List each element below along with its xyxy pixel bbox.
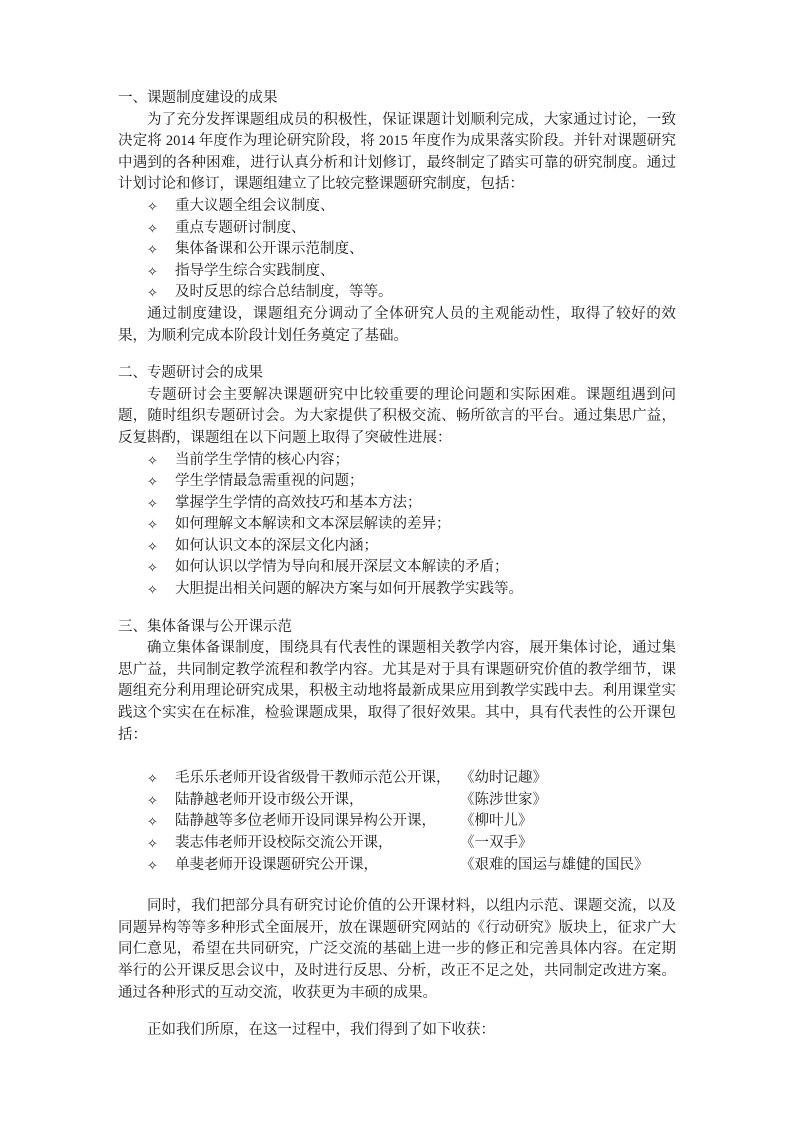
list-item <box>118 579 676 601</box>
list-item <box>118 557 676 579</box>
bullet-text: 集体备课和公开课示范制度、 <box>175 241 364 258</box>
bullet-text: 学生学情最急需重视的问题； <box>175 473 364 490</box>
bullet-text: 如何理解文本解读和文本深层解读的差异； <box>175 516 451 533</box>
diamond-bullet-icon: ✧ <box>147 582 158 598</box>
course-text: 毛乐乐老师开设省级骨干教师示范公开课， <box>175 770 451 787</box>
list-item <box>118 493 676 515</box>
list-item <box>118 514 676 536</box>
diamond-bullet-icon: ✧ <box>147 495 158 511</box>
list-item <box>118 536 676 558</box>
list-item <box>118 811 676 833</box>
list-item <box>118 261 676 283</box>
bullet-text: 当前学生学情的核心内容； <box>175 451 349 468</box>
list-item <box>118 450 676 472</box>
course-text: 裴志伟老师开设校际交流公开课， <box>175 835 393 851</box>
section-seminar-results <box>118 363 676 601</box>
list-item <box>118 196 676 218</box>
course-text: 陆静越等多位老师开设同课异构公开课， <box>175 813 436 830</box>
course-book-title: 《陈涉世家》 <box>460 791 547 808</box>
section-heading: 一、课题制度建设的成果 <box>118 90 278 106</box>
bullet-text: 大胆提出相关问题的解决方案与如何开展教学实践等。 <box>175 581 523 598</box>
paragraph: 通过制度建设，课题组充分调动了全体研究人员的主观能动性，取得了较好的效果，为顺利完成本阶段计划任务奠定了基础。 <box>118 305 676 344</box>
diamond-bullet-icon: ✧ <box>147 517 158 533</box>
section-topic-system <box>118 88 676 347</box>
list-item <box>118 239 676 261</box>
course-text: 陆静越老师开设市级公开课， <box>175 791 364 808</box>
diamond-bullet-icon: ✧ <box>147 857 158 873</box>
list-item <box>118 218 676 240</box>
bullet-text: 及时反思的综合总结制度，等等。 <box>175 284 393 301</box>
section-open-class-demo <box>118 617 676 1042</box>
list-item <box>118 833 676 855</box>
bullet-text: 如何认识以学情为导向和展开深层文本解读的矛盾； <box>175 559 509 576</box>
diamond-bullet-icon: ✧ <box>147 242 158 258</box>
diamond-bullet-icon: ✧ <box>147 836 158 851</box>
bullet-text: 指导学生综合实践制度、 <box>175 262 335 279</box>
list-item <box>118 471 676 493</box>
list-item <box>118 790 676 812</box>
course-book-title: 《幼时记趣》 <box>460 770 547 787</box>
bullet-list <box>118 450 676 601</box>
diamond-bullet-icon: ✧ <box>147 792 158 808</box>
course-book-title: 《一双手》 <box>460 835 533 851</box>
list-item <box>118 768 676 790</box>
course-text: 单斐老师开设课题研究公开课， <box>175 856 378 873</box>
course-book-title: 《艰难的国运与雄健的国民》 <box>460 856 649 873</box>
bullet-text: 掌握学生学情的高效技巧和基本方法； <box>175 494 422 511</box>
paragraph: 为了充分发挥课题组成员的积极性，保证课题计划顺利完成，大家通过讨论，一致决定将 2014 年度作为理论研究阶段，将 2015 年度作为成果落实阶段。并针对课题研究中遇到的各种困难，进行认真分析和计划修订，最终制定了踏实可靠的研究制度。通过计划讨论和修订，课题组建立了比较完整课题研究制度，包括： <box>118 111 676 193</box>
section-heading: 三、集体备课与公开课示范 <box>118 618 292 635</box>
bullet-text: 重点专题研讨制度、 <box>175 219 306 236</box>
closing-line: 正如我们所原，在这一过程中，我们得到了如下收获： <box>147 1022 495 1039</box>
open-course-list <box>118 768 676 876</box>
diamond-bullet-icon: ✧ <box>147 771 158 787</box>
paragraph: 同时，我们把部分具有研究讨论价值的公开课材料，以组内示范、课题交流，以及同题异构等等多种形式全面展开，放在课题研究网站的《行动研究》版块上，征求广大同仁意见，希望在共同研究，广泛交流的基础上进一步的修正和完善具体内容。在定期举行的公开课反思会议中，及时进行反思、分析，改正不足之处，共同制定改进方案。通过各种形式的互动交流，收获更为丰硕的成果。 <box>118 898 676 1001</box>
diamond-bullet-icon: ✧ <box>147 285 158 301</box>
section-heading: 二、专题研讨会的成果 <box>118 365 263 382</box>
diamond-bullet-icon: ✧ <box>147 538 158 554</box>
bullet-text: 重大议题全组会议制度、 <box>175 197 335 214</box>
diamond-bullet-icon: ✧ <box>147 814 158 830</box>
paragraph: 专题研讨会主要解决课题研究中比较重要的理论问题和实际困难。课题组遇到问题，随时组织专题研讨会。为大家提供了积极交流、畅所欲言的平台。通过集思广益，反复斟酌，课题组在以下问题上取得了突破性进展： <box>118 386 676 446</box>
diamond-bullet-icon: ✧ <box>147 452 158 468</box>
bullet-list <box>118 196 676 304</box>
diamond-bullet-icon: ✧ <box>147 560 158 576</box>
course-book-title: 《柳叶儿》 <box>460 813 533 830</box>
diamond-bullet-icon: ✧ <box>147 220 158 236</box>
paragraph: 确立集体备课制度，围绕具有代表性的课题相关教学内容，展开集体讨论，通过集思广益，共同制定教学流程和教学内容。尤其是对于具有课题研究价值的教学细节，课题组充分利用理论研究成果，积极主动地将最新成果应用到教学实践中去。利用课堂实践这个实实在在标准，检验课题成果，取得了很好效果。其中，具有代表性的公开课包括： <box>118 640 676 743</box>
diamond-bullet-icon: ✧ <box>147 474 158 490</box>
diamond-bullet-icon: ✧ <box>147 263 158 279</box>
list-item <box>118 282 676 304</box>
bullet-text: 如何认识文本的深层文化内涵； <box>175 537 378 554</box>
list-item <box>118 855 676 877</box>
diamond-bullet-icon: ✧ <box>147 198 158 214</box>
